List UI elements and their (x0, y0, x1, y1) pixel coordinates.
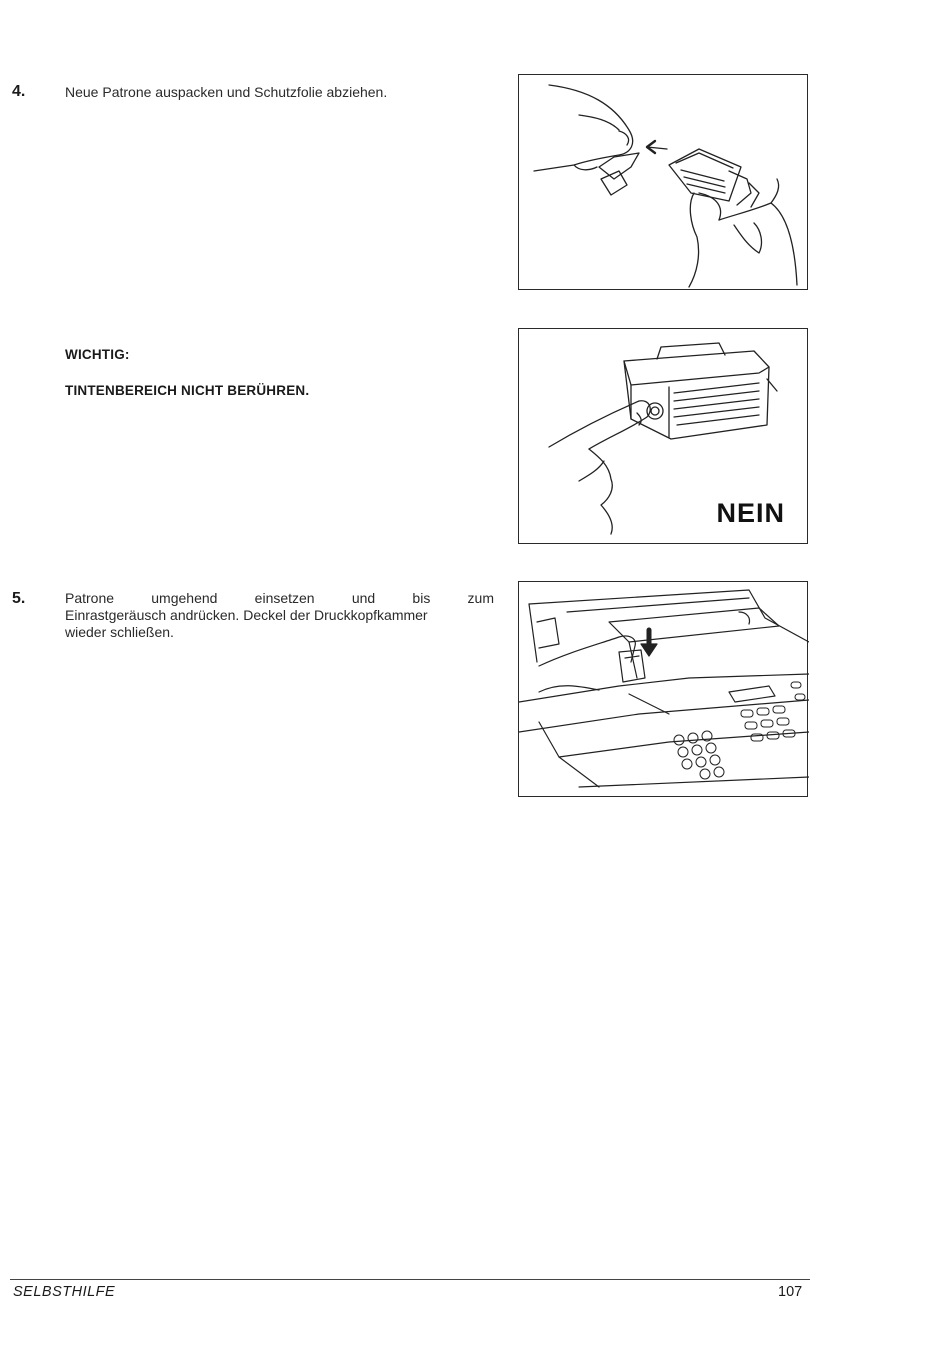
step-5-text (65, 590, 494, 641)
illustration-fax-cartridge-insertion (519, 582, 809, 798)
footer-section-title: SELBSTHILFE (13, 1284, 116, 1300)
figure-do-not-touch (518, 328, 808, 544)
step-5-text-line-3: wieder schließen. (65, 624, 174, 640)
step-5-text-line-2: Einrastgeräusch andrücken. Deckel der Druckkopfkammer (65, 607, 428, 623)
step-4-number: 4. (12, 83, 26, 100)
footer-page-number: 107 (778, 1284, 803, 1300)
warning-heading: WICHTIG: (65, 347, 130, 362)
figure-insert-cartridge (518, 581, 808, 797)
step-4-text: Neue Patrone auspacken und Schutzfolie abziehen. (65, 84, 388, 100)
step-5-number: 5. (12, 590, 26, 607)
warning-text: TINTENBEREICH NICHT BERÜHREN. (65, 383, 310, 398)
nein-label: NEIN (716, 498, 785, 528)
illustration-hands-cartridge (519, 75, 809, 291)
step-5-text-line-1: Patrone umgehend einsetzen und bis zum (65, 590, 494, 606)
figure-remove-protective-foil (518, 74, 808, 290)
footer-divider (10, 1279, 810, 1280)
